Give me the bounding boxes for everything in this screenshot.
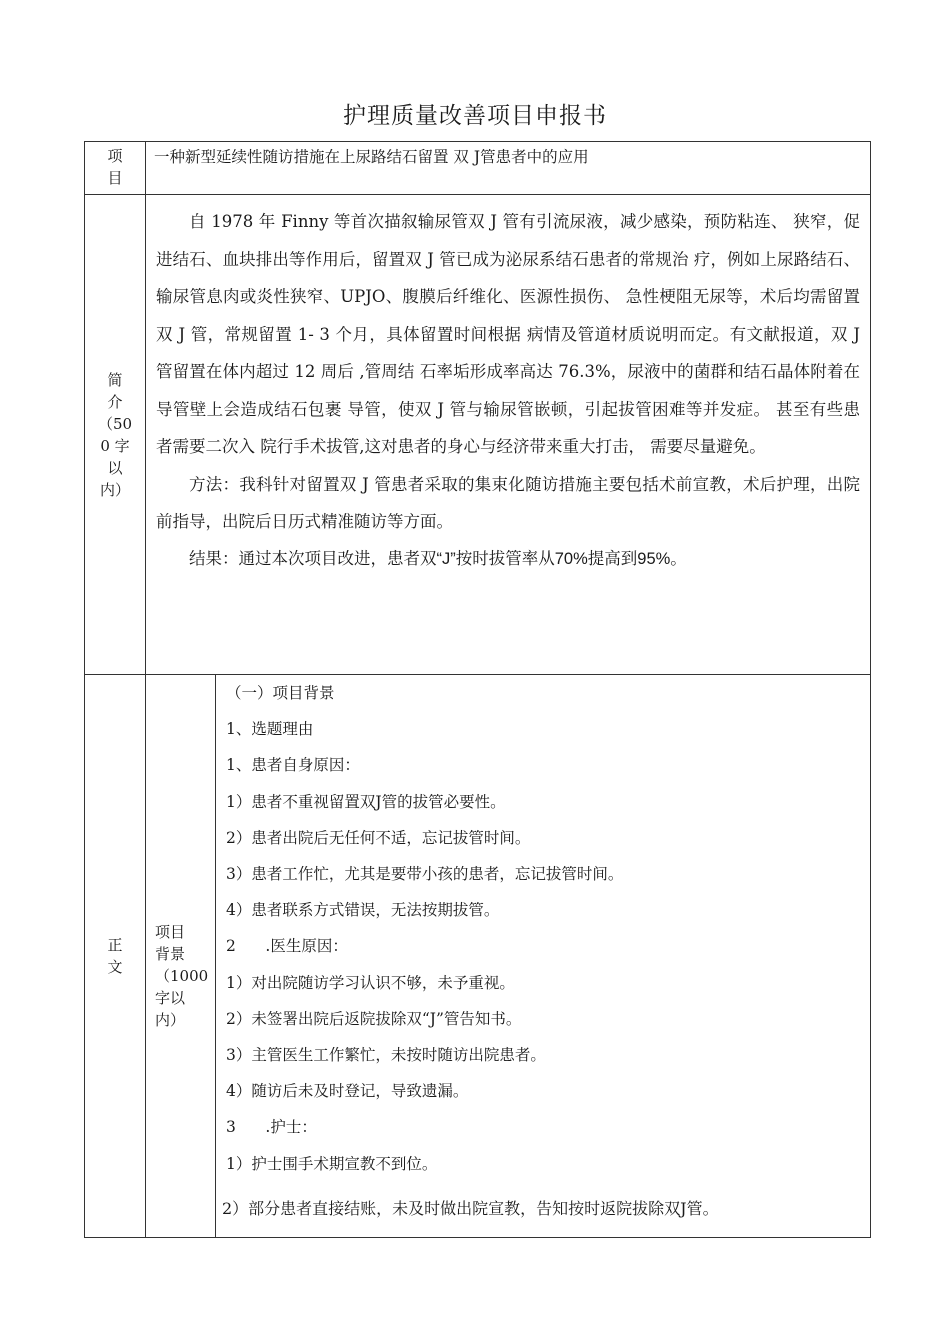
sublabel-line: 字以 [155,989,186,1007]
body-label [85,675,146,1238]
project-title-value: 一种新型延续性随访措施在上尿路结石留置 双 J管患者中的应用 [146,142,871,195]
intro-label-line: 以 [107,458,123,477]
body-row [85,675,871,1238]
continued-list-item: 2）部分患者直接结账，未及时做出院宣教，告知按时返院拔除双J管。 [222,1199,719,1218]
intro-label [85,195,146,675]
list-item: 1）患者不重视留置双J管的拔管必要性。 [226,792,506,811]
list-item: 3）主管医生工作繁忙，未按时随访出院患者。 [226,1046,546,1065]
background-sublabel [146,675,216,1238]
list-heading: 3 .护士： [226,1118,317,1137]
body-label-line: 文 [107,958,123,976]
intro-label-line: 介 [107,392,123,411]
sublabel-line: 背景 [155,945,186,963]
intro-label-line: （50 [97,414,133,433]
section-heading: （一）项目背景 [226,684,335,702]
list-heading: 2 .医生原因： [226,937,348,956]
subsection-heading: 1、选题理由 [226,720,314,739]
page-title: 护理质量改善项目申报书 [343,103,607,129]
list-item: 1）对出院随访学习认识不够，未予重视。 [226,973,515,992]
body-label-line: 正 [107,936,123,954]
list-item: 4）随访后未及时登记，导致遗漏。 [226,1082,469,1101]
project-label-line: 项 [107,147,123,165]
intro-label-line: 内） [99,480,130,499]
sublabel-line: 内） [155,1011,186,1029]
sublabel-line: 项目 [155,923,186,941]
intro-row [85,195,871,675]
list-item: 2）患者出院后无任何不适，忘记拔管时间。 [226,828,531,847]
project-label [85,142,146,195]
intro-label-line: 简 [107,370,123,389]
list-item: 4）患者联系方式错误，无法按期拔管。 [226,901,500,920]
intro-result-paragraph: 结果：通过本次项目改进，患者双“J”按时拔管率从70%提高到95%。 [189,549,687,568]
list-item: 3）患者工作忙，尤其是要带小孩的患者，忘记拔管时间。 [226,865,624,884]
intro-method-paragraph: 方法：我科针对留置双 J 管患者采取的集束化随访措施主要包括术前宣教，术后护理，出院前指导，出院后日历式精准随访等方面。 [156,474,861,531]
intro-label-line: 0 字 [100,436,130,455]
intro-background-paragraph: 自 1978 年 Finny 等首次描叙输尿管双 J 管有引流尿液，减少感染，预防粘连、 狭窄，促进结石、血块排出等作用后，留置双 J 管已成为泌尿系结石患者的常规治 疗，例如上尿路结石、输尿管息肉或炎性狭窄、UPJO、腹膜后纤维化、医源性损伤、 急性梗阻无尿等，术后均需留置双 J 管，常规留置 1- 3 个月，具体留置时间根据 病情及管道材质说明而定。有文献报道，双 J 管留置在体内超过 12 周后 ,管周结 石率垢形成率高达 76.3%，尿液中的菌群和结石晶体附着在导管壁上会造成结石包裹 导管，使双 J 管与输尿管嵌顿，引起拔管困难等并发症。 甚至有些患者需要二次入 院行手术拔管,这对患者的身心与经济带来重大打击， 需要尽量避免。 [156,212,861,456]
project-title-row [85,142,871,195]
list-item: 2）未签署出院后返院拔除双“J”管告知书。 [226,1009,522,1028]
intro-content [146,195,871,675]
application-form-table [84,141,871,1238]
project-label-line: 目 [107,169,123,187]
list-heading: 1、患者自身原因： [226,756,360,775]
sublabel-line: （1000 [155,967,209,985]
background-content [216,675,871,1238]
list-item: 1）护士围手术期宣教不到位。 [226,1154,438,1173]
